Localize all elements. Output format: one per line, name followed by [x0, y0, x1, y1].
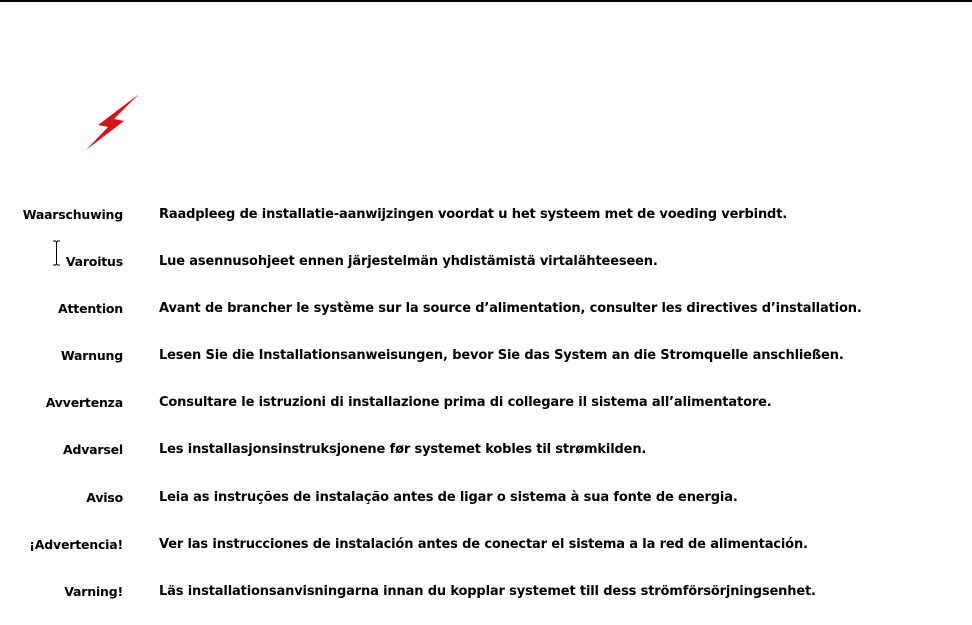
- warning-label: Warnung: [60, 348, 123, 364]
- warning-row-swedish: [0, 578, 972, 625]
- warning-label: ¡Advertencia!: [29, 536, 123, 552]
- warning-label: Advarsel: [63, 442, 123, 458]
- warning-row-german: [0, 342, 972, 389]
- warning-row-norwegian: [0, 436, 972, 483]
- top-rule: [0, 0, 972, 2]
- warning-list: [0, 201, 972, 625]
- warning-label: Varoitus: [65, 254, 123, 270]
- warning-text: Consultare le istruzioni di installazione prima di collegare il sistema all’alimentatore.: [159, 395, 772, 411]
- warning-text: Raadpleeg de installatie-aanwijzingen voordat u het systeem met de voeding verbindt.: [159, 207, 788, 222]
- warning-text: Les installasjonsinstruksjonene før systemet kobles til strømkilden.: [159, 442, 647, 458]
- warning-label: Waarschuwing: [22, 207, 123, 222]
- warning-row-italian: [0, 389, 972, 436]
- warning-row-finnish: [0, 248, 972, 295]
- warning-text: Leia as instruções de instalação antes de ligar o sistema à sua fonte de energia.: [159, 489, 738, 505]
- text-cursor-icon: [52, 240, 61, 266]
- warning-label: Avvertenza: [45, 395, 123, 411]
- warning-label: Varning!: [64, 583, 123, 599]
- warning-row-portuguese: [0, 484, 972, 531]
- lightning-bolt-icon: [84, 94, 142, 150]
- warning-label: Attention: [58, 301, 123, 317]
- warning-row-dutch: [0, 201, 972, 248]
- warning-row-spanish: [0, 531, 972, 578]
- warning-text: Lue asennusohjeet ennen järjestelmän yhdistämistä virtalähteeseen.: [159, 254, 658, 270]
- warning-text: Avant de brancher le système sur la source d’alimentation, consulter les directives d’installation.: [159, 301, 862, 317]
- warning-text: Lesen Sie die Installationsanweisungen, bevor Sie das System an die Stromquelle anschließen.: [159, 348, 844, 364]
- warning-text: Läs installationsanvisningarna innan du kopplar systemet till dess strömförsörjningsenhet.: [159, 583, 816, 599]
- warning-text: Ver las instrucciones de instalación antes de conectar el sistema a la red de alimentación.: [159, 536, 808, 552]
- warning-label: Aviso: [86, 489, 123, 505]
- warning-row-french: [0, 295, 972, 342]
